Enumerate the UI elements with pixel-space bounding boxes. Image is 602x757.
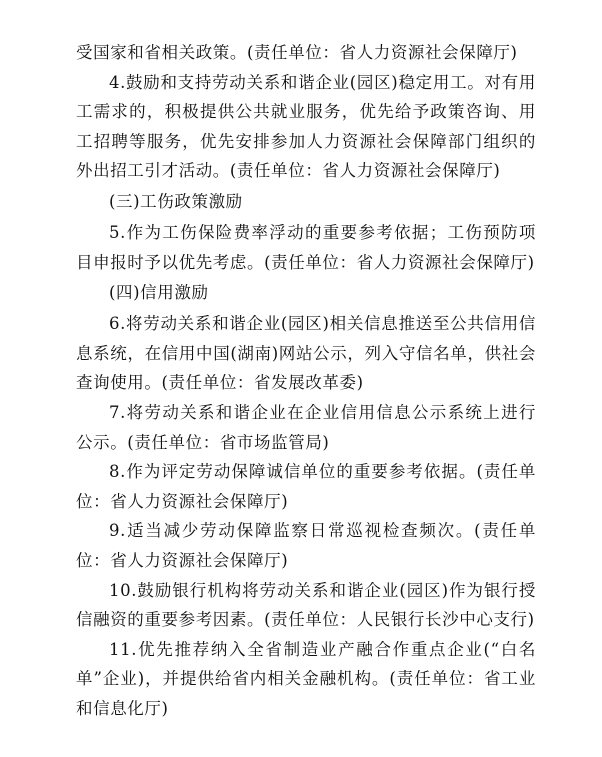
paragraph-item-7: 7.将劳动关系和谐企业在企业信用信息公示系统上进行公示。(责任单位：省市场监管局) xyxy=(76,402,536,452)
paragraph-item-8: 8.作为评定劳动保障诚信单位的重要参考依据。(责任单位：省人力资源社会保障厅) xyxy=(76,462,536,511)
paragraph-item-9: 9.适当减少劳动保障监察日常巡视检查频次。(责任单位：省人力资源社会保障厅) xyxy=(76,521,536,570)
paragraph-item-4: 4.鼓励和支持劳动关系和谐企业(园区)稳定用工。对有用工需求的，积极提供公共就业服务，优先给予政策咨询、用工招聘等服务，优先安排参加人力资源社会保障部门组织的外出招工引才活动。(责任单位：省人力资源社会保障厅) xyxy=(76,72,536,181)
paragraph-item-11: 11.优先推荐纳入全省制造业产融合作重点企业(“白名单”企业)，并提供给省内相关金融机构。(责任单位：省工业和信息化厅) xyxy=(76,639,536,718)
section-heading-credit: (四)信用激励 xyxy=(109,283,209,303)
paragraph-item-6: 6.将劳动关系和谐企业(园区)相关信息推送至公共信用信息系统，在信用中国(湖南)网站公示，列入守信名单，供社会查询使用。(责任单位：省发展改革委) xyxy=(76,314,536,393)
section-heading-work-injury: (三)工伤政策激励 xyxy=(109,191,243,211)
paragraph-item-5: 5.作为工伤保险费率浮动的重要参考依据；工伤预防项目申报时予以优先考虑。(责任单位：省人力资源社会保障厅) xyxy=(76,222,536,272)
paragraph-item-10: 10.鼓励银行机构将劳动关系和谐企业(园区)作为银行授信融资的重要参考因素。(责任单位：人民银行长沙中心支行) xyxy=(76,580,536,630)
paragraph-continuation: 受国家和省相关政策。(责任单位：省人力资源社会保障厅) xyxy=(76,43,518,62)
